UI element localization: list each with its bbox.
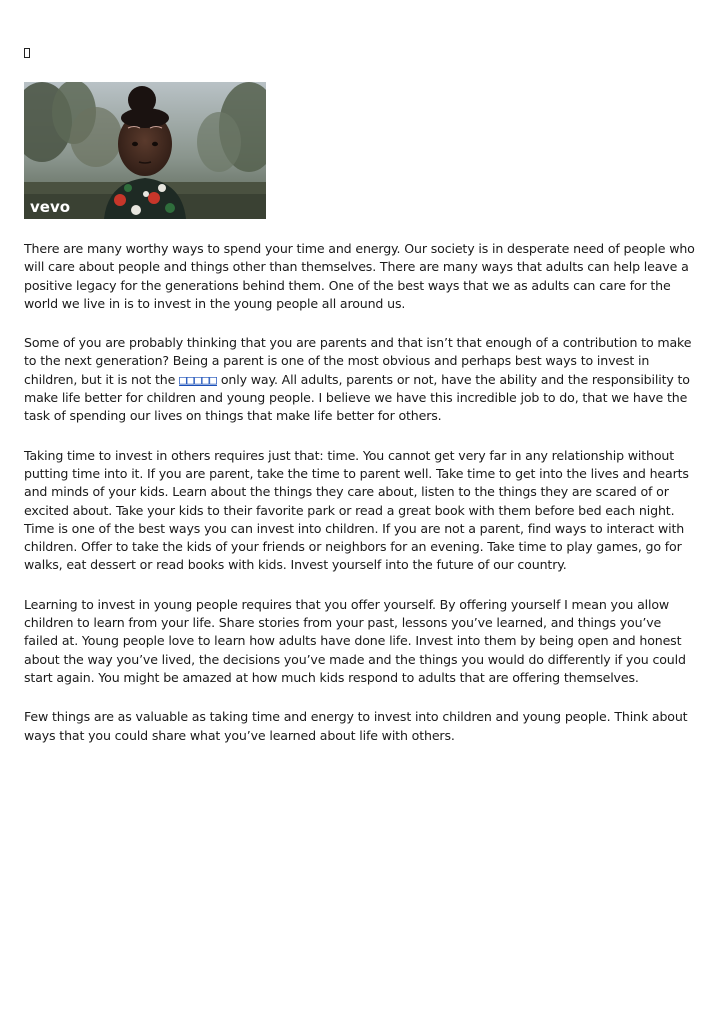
paragraph-1: There are many worthy ways to spend your time and energy. Our society is in desperate need of people who will care about people and things other than themselves. There are many ways that adults can help leave a positive legacy for the generations behind them. One of the best ways that we as adults can care for the world we live in is to invest in the young people all around us. bbox=[24, 241, 695, 311]
article-body bbox=[24, 240, 696, 766]
inline-link[interactable]: □□□□□ bbox=[179, 371, 217, 387]
paragraph-5: Few things are as valuable as taking time and energy to invest into children and young people. Think about ways that you could share what you’ve learned about life with others. bbox=[24, 709, 688, 743]
paragraph-2 bbox=[24, 334, 696, 425]
paragraph-2-start: Some of you are probably thinking that you are parents and that isn’t that enough of a contribution to make to the next generation? Being a parent is one of the most obvious and perhaps best ways to invest in children, but it is not the bbox=[24, 335, 692, 387]
video-thumbnail[interactable] bbox=[24, 82, 266, 219]
paragraph-4: Learning to invest in young people requires that you offer yourself. By offering yourself I mean you allow children to learn from your life. Share stories from your past, lessons you’ve learned, and things you’ve failed at. Young people love to learn how adults have done life. Invest into them by being open and honest about the way you’ve lived, the decisions you’ve made and the things you would do differently if you could start again. You might be amazed at how much kids respond to adults that are offering themselves. bbox=[24, 596, 686, 685]
paragraph-3: Taking time to invest in others requires just that: time. You cannot get very far in any relationship without putting time into it. If you are parent, take the time to parent well. Take time to get into the lives and hearts and minds of your kids. Learn about the things they care about, listen to the things they are scared of or excited about. Take your kids to their favorite park or read a great book with them before bed each night. Time is one of the best ways you can invest into children. If you are not a parent, find ways to interact with children. Offer to take the kids of your friends or neighbors for an evening. Take time to play games, go for walks, eat dessert or read books with kids. Invest yourself into the future of our country. bbox=[24, 447, 689, 573]
missing-glyph-icon bbox=[24, 48, 30, 58]
paragraph-2-end: only way. All adults, parents or not, have the ability and the responsibility to make life better for children and young people. I believe we have this incredible job to do, that we have the task of spending our lives on things that make life better for others. bbox=[24, 371, 690, 424]
vevo-logo: vevo bbox=[30, 198, 71, 216]
